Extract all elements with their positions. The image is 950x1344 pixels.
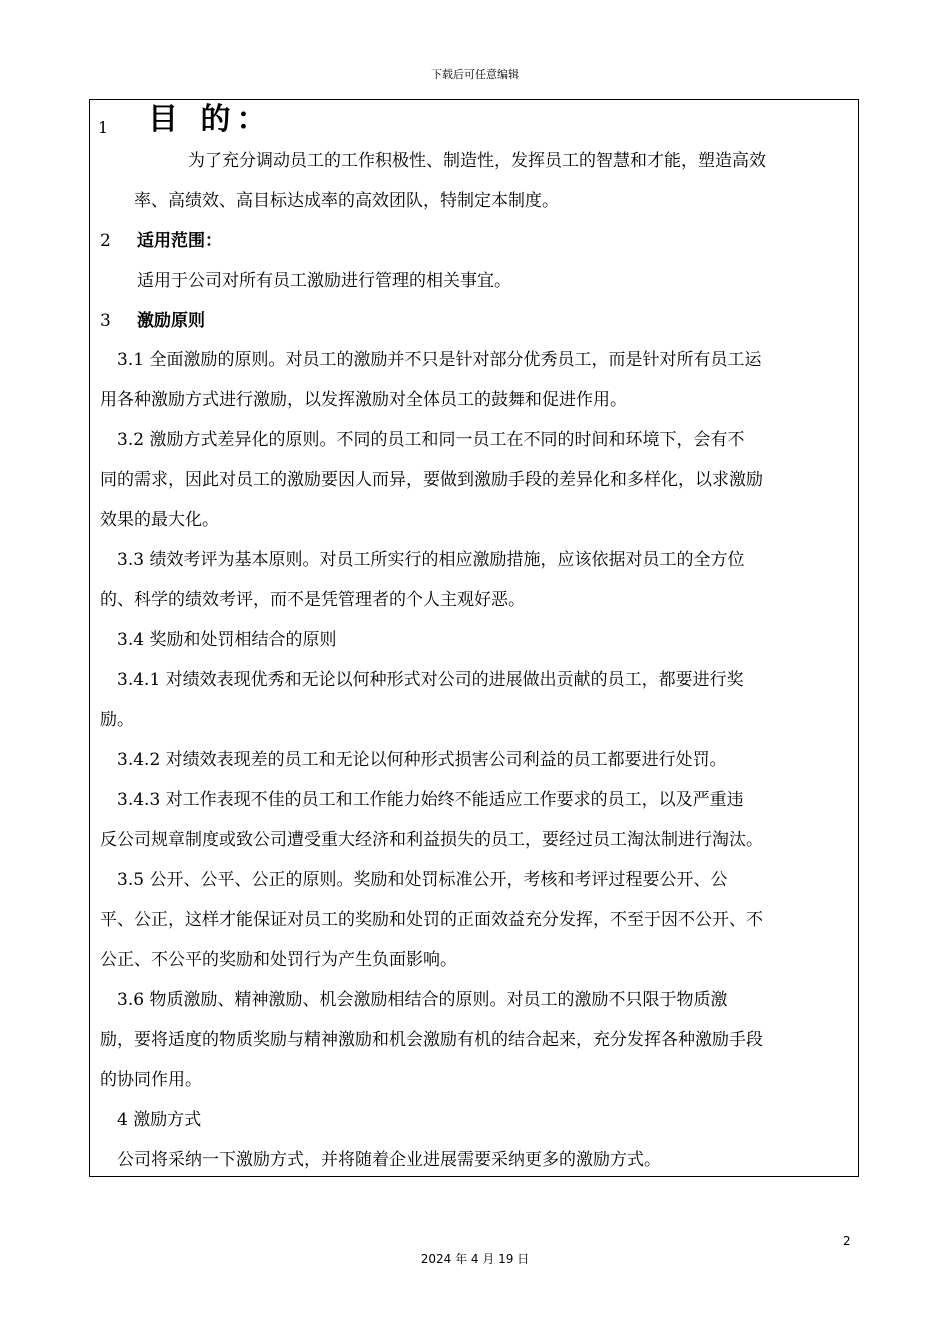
clause-3-4-1-line-2: 励。 [100, 710, 134, 730]
clause-3-4-1-line-1: 3.4.1 对绩效表现优秀和无论以何种形式对公司的进展做出贡献的员工，都要进行奖 [117, 670, 744, 690]
clause-3-4-2: 3.4.2 对绩效表现差的员工和无论以何种形式损害公司利益的员工都要进行处罚。 [117, 750, 727, 770]
clause-3-3-line-2: 的、科学的绩效考评，而不是凭管理者的个人主观好恶。 [100, 590, 525, 610]
section-2-title: 适用范围： [137, 231, 222, 251]
clause-3-6-line-2: 励，要将适度的物质奖励与精神激励和机会激励有机的结合起来，充分发挥各种激励手段 [100, 1030, 763, 1050]
section-3-title: 激励原则 [137, 311, 205, 331]
clause-3-6-line-1: 3.6 物质激励、精神激励、机会激励相结合的原则。对员工的激励不只限于物质激 [117, 990, 728, 1010]
clause-3-1-line-1: 3.1 全面激励的原则。对员工的激励并不只是针对部分优秀员工，而是针对所有员工运 [117, 350, 762, 370]
clause-3-5-line-3: 公正、不公平的奖励和处罚行为产生负面影响。 [100, 950, 457, 970]
section-1-title: 目 的： [148, 102, 273, 137]
clause-3-2-line-2: 同的需求，因此对员工的激励要因人而异，要做到激励手段的差异化和多样化，以求激励 [100, 470, 763, 490]
section-1-number: 1 [98, 118, 109, 137]
header-note: 下载后可任意编辑 [431, 68, 519, 81]
footer-date: 2024 年 4 月 19 日 [420, 1252, 530, 1266]
clause-3-2-line-1: 3.2 激励方式差异化的原则。不同的员工和同一员工在不同的时间和环境下，会有不 [117, 430, 745, 450]
section-1-paragraph-line-1: 为了充分调动员工的工作积极性、制造性，发挥员工的智慧和才能，塑造高效 [188, 151, 766, 171]
clause-3-3-line-1: 3.3 绩效考评为基本原则。对员工所实行的相应激励措施，应该依据对员工的全方位 [117, 550, 745, 570]
clause-3-2-line-3: 效果的最大化。 [100, 510, 219, 530]
section-2-paragraph: 适用于公司对所有员工激励进行管理的相关事宜。 [137, 271, 511, 291]
clause-3-1-line-2: 用各种激励方式进行激励，以发挥激励对全体员工的鼓舞和促进作用。 [100, 390, 627, 410]
section-4-title: 4 激励方式 [117, 1110, 202, 1130]
page-number: 2 [843, 1234, 851, 1248]
clause-3-6-line-3: 的协同作用。 [100, 1070, 202, 1090]
clause-3-5-line-2: 平、公正，这样才能保证对员工的奖励和处罚的正面效益充分发挥，不至于因不公开、不 [100, 910, 763, 930]
clause-3-5-line-1: 3.5 公开、公平、公正的原则。奖励和处罚标准公开，考核和考评过程要公开、公 [117, 870, 728, 890]
section-1-paragraph-line-2: 率、高绩效、高目标达成率的高效团队，特制定本制度。 [134, 191, 559, 211]
section-4-paragraph: 公司将采纳一下激励方式，并将随着企业进展需要采纳更多的激励方式。 [117, 1150, 661, 1170]
clause-3-4: 3.4 奖励和处罚相结合的原则 [117, 630, 337, 650]
section-2-number: 2 [100, 231, 111, 251]
clause-3-4-3-line-1: 3.4.3 对工作表现不佳的员工和工作能力始终不能适应工作要求的员工，以及严重违 [117, 790, 744, 810]
clause-3-4-3-line-2: 反公司规章制度或致公司遭受重大经济和利益损失的员工，要经过员工淘汰制进行淘汰。 [100, 830, 763, 850]
section-3-number: 3 [100, 311, 111, 331]
